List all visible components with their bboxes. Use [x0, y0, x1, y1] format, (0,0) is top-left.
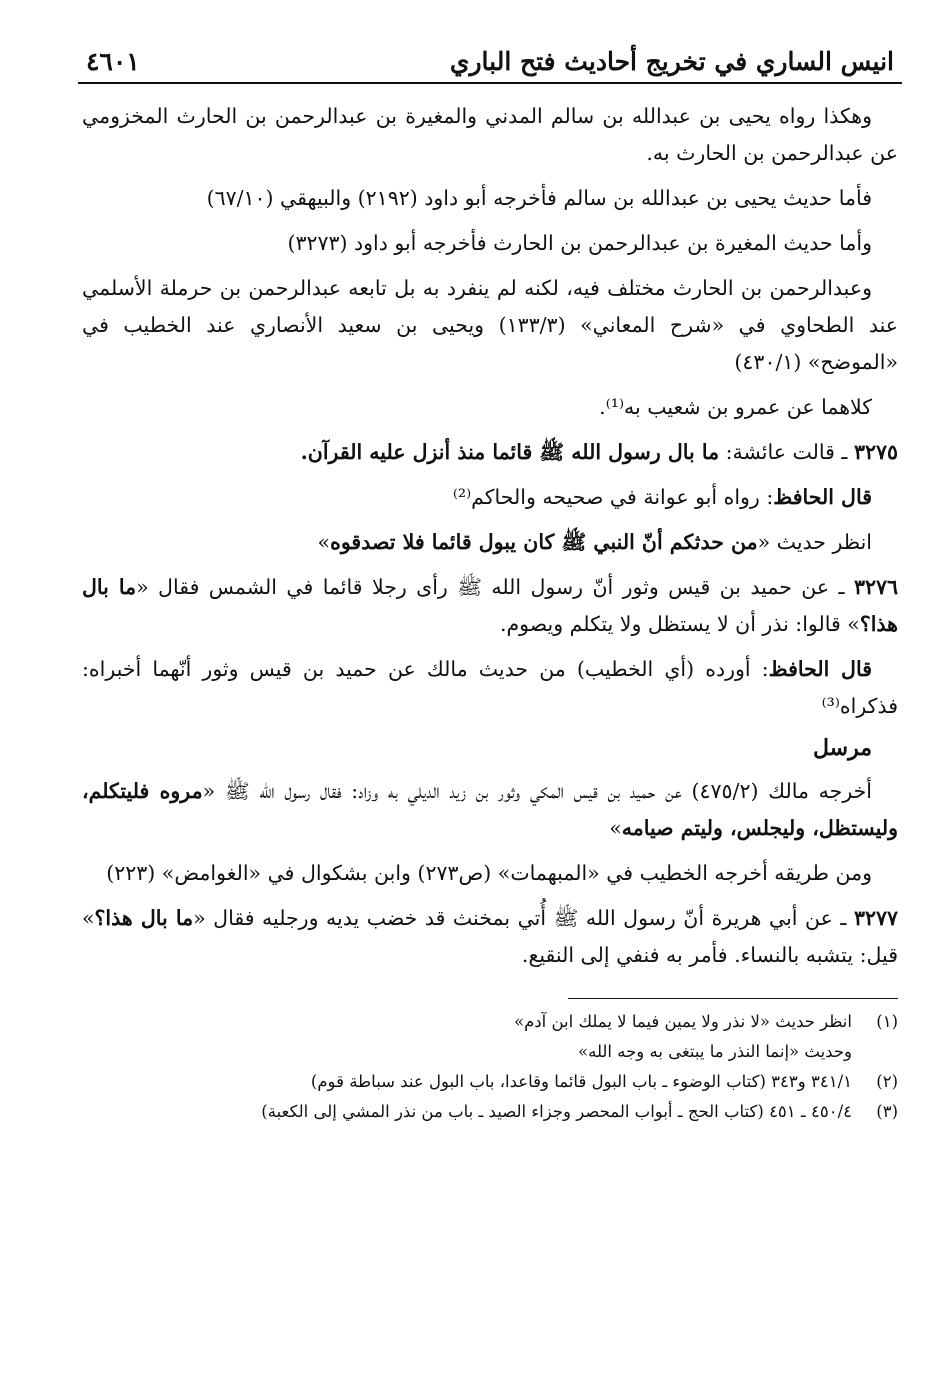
hafiz-text: : أورده (أي الخطيب) من حديث مالك عن حميد بن قيس وثور أنّهما أخبراه: فذكراه⁽³⁾: [82, 657, 898, 718]
paragraph: [82, 98, 898, 172]
footnote-divider: [568, 998, 898, 999]
footnote-number: (٢): [876, 1072, 898, 1091]
paragraph-tail: »: [609, 816, 622, 840]
hadith-tail: » قيل: يتشبه بالنساء. فأمر به فنفي إلى النقيع.: [82, 906, 898, 967]
hadith-number: ٣٢٧٥: [853, 440, 898, 464]
hadith-intro: ـ عن أبي هريرة أنّ رسول الله ﷺ أُتي بمخنث قد خضب يديه ورجليه فقال «: [193, 906, 854, 930]
paragraph-text: انظر حديث «: [757, 530, 872, 554]
quoted-hadith: مروه فليتكلم، وليستظل، وليجلس، وليتم صيامه: [82, 779, 898, 840]
paragraph: [82, 773, 898, 847]
paragraph-text: وعبدالرحمن بن الحارث مختلف فيه، لكنه لم ينفرد به بل تابعه عبدالرحمن بن حرملة الأسلمي عند الطحاوي في «شرح المعاني» (١٣٣/٣) ويحيى بن سعيد الأنصاري عند الخطيب في «الموضح» (٤٣٠/١): [82, 276, 899, 374]
paragraph-text: وأما حديث المغيرة بن عبدالرحمن بن الحارث فأخرجه أبو داود (٣٢٧٣): [287, 231, 872, 255]
hadith-number: ٣٢٧٦: [853, 575, 898, 599]
quoted-hadith: من حدثكم أنّ النبي ﷺ كان يبول قائما فلا تصدقوه: [330, 530, 758, 554]
paragraph-text: ومن طريقه أخرجه الخطيب في «المبهمات» (ص٢٧٣) وابن بشكوال في «الغوامض» (٢٢٣): [106, 861, 872, 885]
footnote: [82, 1007, 898, 1037]
footnote-continuation: [82, 1037, 898, 1067]
hadith-entry: [82, 569, 898, 643]
paragraph-text: كلاهما عن عمرو بن شعيب به⁽¹⁾.: [599, 395, 872, 419]
footnotes: [82, 998, 898, 1127]
quoted-hadith: ما بال هذا؟: [82, 575, 898, 636]
paragraph: [82, 524, 898, 561]
paragraph-text: فأما حديث يحيى بن عبدالله بن سالم فأخرجه أبو داود (٢١٩٢) والبيهقي (٦٧/١٠): [206, 186, 872, 210]
hafiz-text: : رواه أبو عوانة في صحيحه والحاكم⁽²⁾: [452, 485, 774, 509]
footnote-text: وحديث «إنما النذر ما يبتغى به وجه الله»: [578, 1042, 852, 1061]
footnote-text: انظر حديث «لا نذر ولا يمين فيما لا يملك ابن آدم»: [513, 1012, 852, 1031]
quoted-hadith: ما بال هذا؟: [94, 906, 194, 930]
footnote-text: ٣٤١/١ و٣٤٣ (كتاب الوضوء ـ باب البول قائما وقاعدا، باب البول عند سباطة قوم): [310, 1072, 852, 1091]
paragraph: [82, 855, 898, 892]
hafiz-label: قال الحافظ: [773, 485, 872, 509]
hadith-intro: ـ عن حميد بن قيس وثور أنّ رسول الله ﷺ رأى رجلا قائما في الشمس فقال «: [136, 575, 854, 599]
paragraph-tail: »: [317, 530, 331, 554]
hafiz-comment: [82, 479, 898, 516]
hadith-number: ٣٢٧٧: [853, 906, 898, 930]
hadith-intro: ـ قالت عائشة:: [719, 440, 854, 464]
hadith-entry: [82, 900, 898, 974]
footnote: [82, 1067, 898, 1097]
footnote-number: (٣): [876, 1102, 898, 1121]
footnote-text: ٤٥٠/٤ ـ ٤٥١ (كتاب الحج ـ أبواب المحصر وجزاء الصيد ـ باب من نذر المشي إلى الكعبة): [261, 1102, 852, 1121]
paragraph: [82, 270, 898, 381]
paragraph-text: أخرجه مالك (٤٧٥/٢) عن حميد بن قيس المكي وثور بن زيد الديلي به وزاد: فقال رسول الله ﷺ «: [202, 779, 872, 803]
paragraph: [82, 389, 898, 426]
hadith-tail: » قالوا: نذر أن لا يستظل ولا يتكلم ويصوم.: [499, 612, 860, 636]
hadith-text: ما بال رسول الله ﷺ قائما منذ أنزل عليه القرآن.: [300, 440, 720, 464]
hadith-entry: [82, 434, 898, 471]
page-body: [78, 84, 902, 1127]
footnote-number: (١): [876, 1012, 898, 1031]
paragraph-text: وهكذا رواه يحيى بن عبدالله بن سالم المدني والمغيرة بن عبدالرحمن بن الحارث المخزومي عن عبدالرحمن بن الحارث به.: [82, 104, 898, 165]
hafiz-comment: [82, 651, 898, 725]
footnote: [82, 1097, 898, 1127]
paragraph: [82, 225, 898, 262]
grading-heading: مرسل: [812, 735, 872, 761]
hafiz-label: قال الحافظ: [768, 657, 872, 681]
book-title: انيس الساري في تخريج أحاديث فتح الباري: [449, 47, 894, 76]
paragraph: [82, 180, 898, 217]
running-header: [78, 30, 902, 84]
page-number: ٤٦٠١: [86, 47, 140, 76]
